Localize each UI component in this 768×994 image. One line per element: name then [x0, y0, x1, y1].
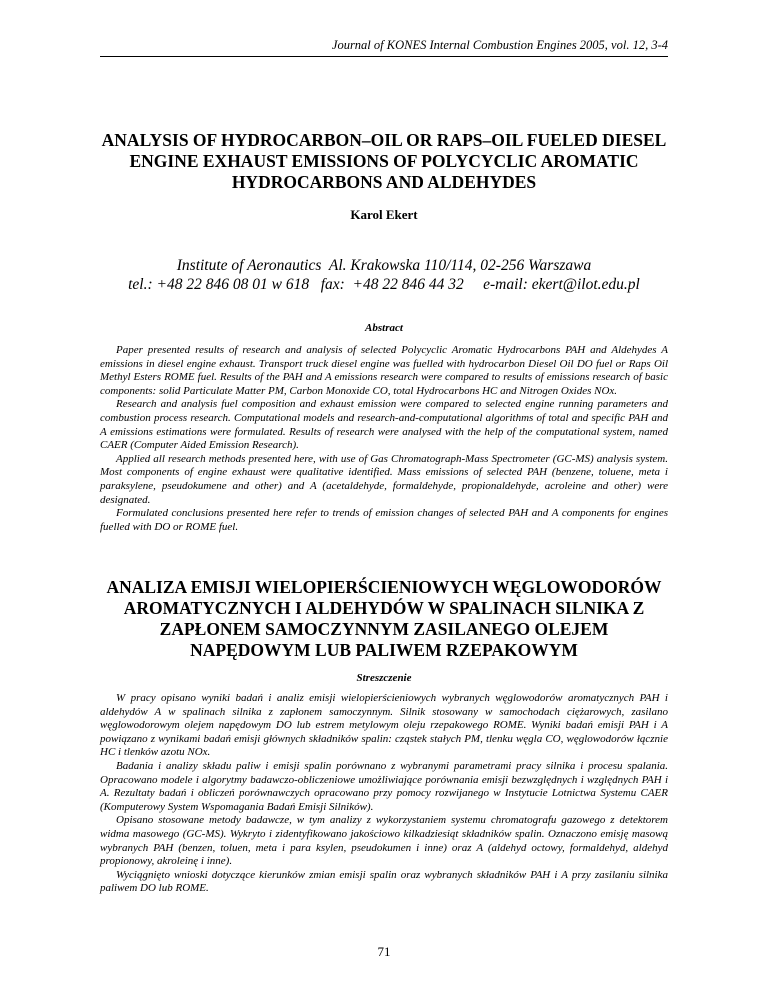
- running-header: Journal of KONES Internal Combustion Engines 2005, vol. 12, 3-4: [331, 38, 668, 52]
- streszczenie-body: [100, 692, 668, 896]
- streszczenie-paragraph: Opisano stosowane metody badawcze, w tym analizy z wykorzystaniem systemu chromatografu gazowego z detektorem widma masowego (GC-MS). Wykryto i zidentyfikowano jakościowo kilkadziesiąt składników spalin. Oznaczono emisję masową wybranych PAH (benzen, toluen, meta i para ksylen, pseudokumen i inne) oraz A (aldehyd octowy, formaldehyd, aldehyd propionowy, akroleinę i inne).: [100, 814, 668, 868]
- abstract-paragraph: Research and analysis fuel composition and exhaust emission were compared to selected engine running parameters and combustion process research. Computational models and research-and-computational algorithms of total and specific PAH and A emissions estimations were formulated. Results of research were analysed with the help of the computational system, named CAER (Computer Aided Emission Research).: [100, 398, 668, 452]
- affiliation: [100, 256, 668, 294]
- abstract-paragraph: Formulated conclusions presented here refer to trends of emission changes of selected PAH and A components for engines fuelled with DO or ROME fuel.: [100, 507, 668, 533]
- paper-title: ANALYSIS OF HYDROCARBON–OIL OR RAPS–OIL FUELED DIESEL ENGINE EXHAUST EMISSIONS OF POLYCYCLIC AROMATIC HYDROCARBONS AND ALDEHYDES: [101, 130, 667, 192]
- abstract-body: [100, 344, 668, 534]
- affiliation-contact: tel.: +48 22 846 08 01 w 618 fax: +48 22 846 44 32 e-mail: ekert@ilot.edu.pl: [128, 276, 640, 293]
- abstract-paragraph: Applied all research methods presented here, with use of Gas Chromatograph-Mass Spectrometer (GC-MS) analysis system. Most components of engine exhaust were qualitative identified. Mass emissions of selected PAH (benzene, toluene, meta i paraksylene, pseudokumene and other) and A (acetaldehyde, formaldehyde, propionaldehyde, acroleine and other) were designated.: [100, 452, 668, 506]
- header-rule: [100, 56, 668, 57]
- abstract-paragraph: Paper presented results of research and analysis of selected Polycyclic Aromatic Hydrocarbons PAH and Aldehydes A emissions in diesel engine exhaust. Transport truck diesel engine was fuelled with hydrocarbon Diesel Oil DO fuel or Raps Oil Methyl Esters ROME fuel. Results of the PAH and A emissions research were compared to results of emissions research of basic components: solid Particulate Matter PM, Carbon Monoxide CO, total Hydrocarbons HC and Nitrogen Oxides NOx.: [100, 344, 668, 397]
- abstract-heading: Abstract: [365, 322, 403, 334]
- streszczenie-paragraph: Badania i analizy składu paliw i emisji spalin porównano z wybranymi parametrami pracy silnika i procesu spalania. Opracowano modele i algorytmy badawczo-obliczeniowe umożliwiające porównania emisji bezwzględnych i względnych PAH i A. Rezultaty badań i obliczeń porównawczych opracowano przy pomocy rozwijanego w Instytucie Lotnictwa Systemu CAER (Komputerowy System Wspomagania Badań Emisji Silników).: [100, 759, 668, 813]
- streszczenie-paragraph: Wyciągnięto wnioski dotyczące kierunków zmian emisji spalin oraz wybranych składników PAH i A przy zasilaniu silnika paliwem DO lub ROME.: [100, 868, 668, 895]
- streszczenie-heading: Streszczenie: [356, 672, 412, 684]
- polish-title: ANALIZA EMISJI WIELOPIERŚCIENIOWYCH WĘGLOWODORÓW AROMATYCZNYCH I ALDEHYDÓW W SPALINACH SILNIKA Z ZAPŁONEM SAMOCZYNNYM ZASILANEGO OLEJEM NAPĘDOWYM LUB PALIWEM RZEPAKOWYM: [106, 577, 662, 660]
- author-name: Karol Ekert: [350, 207, 418, 222]
- streszczenie-paragraph: W pracy opisano wyniki badań i analiz emisji wielopierścieniowych wybranych węglowodorów aromatycznych PAH i aldehydów A w spalinach silnika z zapłonem samoczynnym. Silnik stosowany w samochodach ciężarowych, zasilano węglowodorowym olejem napędowym DO lub estrem metylowym oleju rzepakowego ROME. Wyniki badań emisji PAH i A powiązano z wynikami badań emisji głównych składników spalin: cząstek stałych PM, tlenku węgla CO, węglowodorów łącznie HC i tlenków azotu NOx.: [100, 692, 668, 759]
- page-number: 71: [377, 944, 391, 959]
- affiliation-address: Institute of Aeronautics Al. Krakowska 110/114, 02-256 Warszawa: [176, 257, 592, 274]
